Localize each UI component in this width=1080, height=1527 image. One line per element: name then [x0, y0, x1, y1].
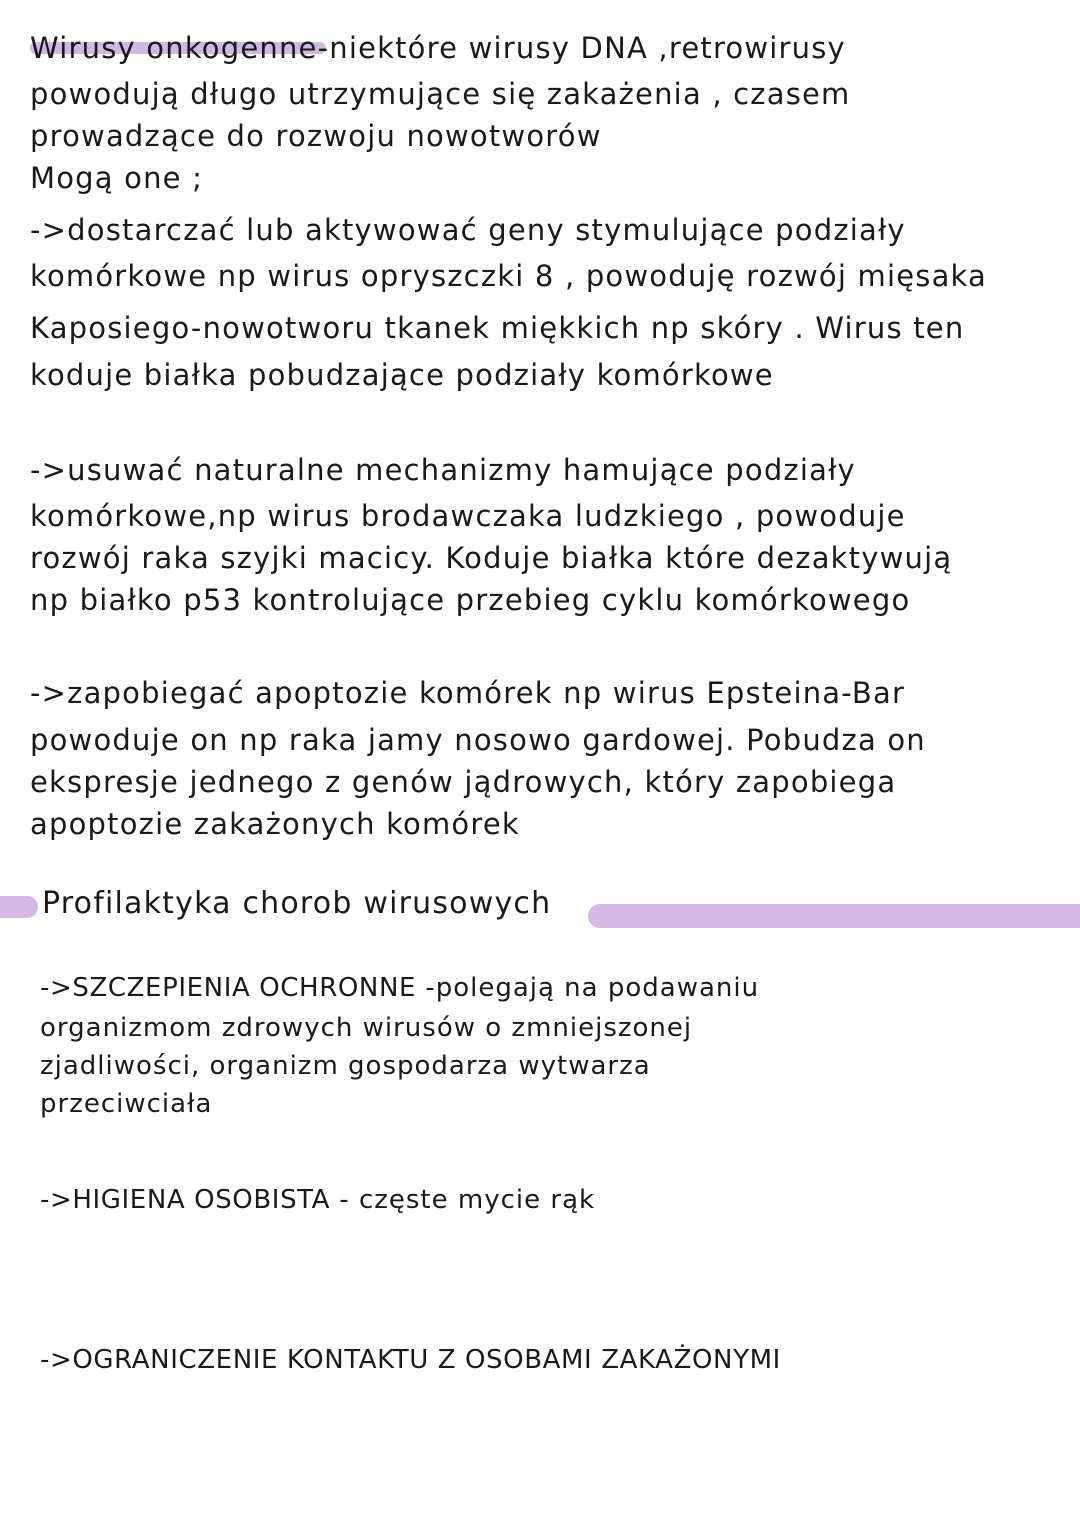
vaccines-line-1-rest: -polegają na podawaniu [416, 973, 760, 1003]
point1-line-3: Kaposiego-nowotworu tkanek miękkich np skóry . Wirus ten [30, 311, 965, 345]
heading-highlight-right [588, 904, 1080, 928]
point3-line-3: ekspresje jednego z genów jądrowych, który zapobiega [30, 765, 897, 799]
point1-line-4: koduje białka pobudzające podziały komórkowe [30, 358, 774, 392]
heading-highlight-left [0, 896, 38, 918]
point3-line-4: apoptozie zakażonych komórek [30, 807, 520, 841]
vaccines-line-3: zjadliwości, organizm gospodarza wytwarza [40, 1051, 651, 1081]
intro-line-1-rest: -niektóre wirusy DNA ,retrowirusy [317, 31, 846, 65]
point2-line-4: np białko p53 kontrolujące przebieg cyklu komórkowego [30, 583, 911, 617]
intro-line-1 [30, 28, 846, 68]
intro-line-4: Mogą one ; [30, 161, 204, 195]
hygiene-line [40, 1180, 595, 1220]
vaccines-line-1 [40, 968, 759, 1008]
vaccines-line-2: organizmom zdrowych wirusów o zmniejszonej [40, 1013, 693, 1043]
point3-line-2: powoduje on np raka jamy nosowo gardowej. Pobudza on [30, 723, 926, 757]
point3-line-1: ->zapobiegać apoptozie komórek np wirus Epsteina-Bar [30, 676, 906, 710]
contact-label: ->OGRANICZENIE KONTAKTU Z OSOBAMI ZAKAŻONYMI [40, 1345, 781, 1375]
highlighted-term: Wirusy onkogenne [30, 31, 318, 65]
intro-line-3: prowadzące do rozwoju nowotworów [30, 119, 602, 153]
vaccines-line-4: przeciwciała [40, 1089, 213, 1119]
point2-line-3: rozwój raka szyjki macicy. Koduje białka które dezaktywują [30, 541, 953, 575]
intro-line-2: powodują długo utrzymujące się zakażenia , czasem [30, 77, 851, 111]
vaccines-label: ->SZCZEPIENIA OCHRONNE [40, 973, 417, 1003]
point2-line-2: komórkowe,np wirus brodawczaka ludzkiego , powoduje [30, 499, 906, 533]
section-heading: Profilaktyka chorob wirusowych [42, 886, 552, 921]
point1-line-1: ->dostarczać lub aktywować geny stymulujące podziały [30, 213, 906, 247]
point2-line-1: ->usuwać naturalne mechanizmy hamujące podziały [30, 453, 856, 487]
point1-line-2: komórkowe np wirus opryszczki 8 , powoduję rozwój mięsaka [30, 259, 988, 293]
hygiene-rest: - częste mycie rąk [330, 1185, 596, 1215]
contact-line [40, 1340, 781, 1380]
hygiene-label: ->HIGIENA OSOBISTA [40, 1185, 331, 1215]
